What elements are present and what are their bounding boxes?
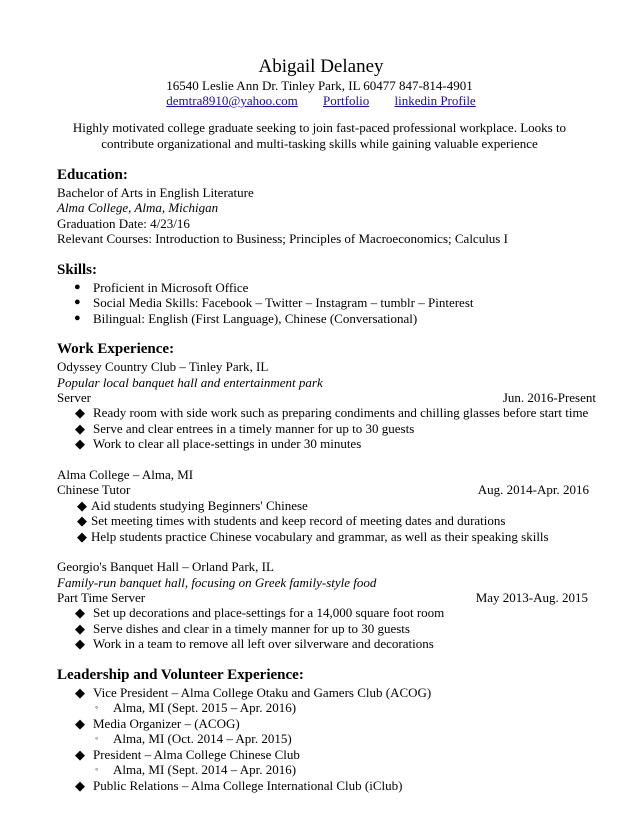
resume-page — [57, 56, 596, 793]
diamond-bullet-icon: ◆ — [75, 405, 85, 421]
job-dates: May 2013-Aug. 2015 — [475, 589, 588, 605]
job-entry — [57, 359, 596, 452]
leadership-sublist — [57, 762, 577, 778]
portfolio-link[interactable]: Portfolio — [322, 93, 370, 108]
contact-address: 16540 Leslie Ann Dr. Tinley Park, IL 60477 847-814-4901 — [166, 78, 473, 93]
employer: Georgio's Banquet Hall – Orland Park, IL — [57, 559, 274, 575]
leadership-list — [57, 685, 577, 701]
school: Alma College, Alma, Michigan — [57, 200, 219, 216]
list-item: ● Proficient in Microsoft Office — [74, 279, 249, 295]
diamond-bullet-icon: ◆ — [75, 636, 85, 652]
job-entry — [57, 559, 588, 652]
job-title-row — [57, 482, 589, 498]
job-dates: Jun. 2016-Present — [502, 389, 596, 405]
list-item: ● Social Media Skills: Facebook – Twitter – Instagram – tumblr – Pinterest — [74, 295, 474, 311]
leadership-list — [57, 778, 577, 794]
diamond-bullet-icon: ◆ — [75, 777, 85, 793]
relevant-courses: Relevant Courses: Introduction to Business; Principles of Macroeconomics; Calculus I — [57, 231, 508, 247]
job-entry — [57, 466, 589, 544]
job-title-row — [57, 389, 596, 405]
list-item: ◆ Help students practice Chinese vocabulary and grammar, as well as their speaking skills — [77, 528, 549, 544]
list-item: ◦ Alma, MI (Sept. 2015 – Apr. 2016) — [95, 700, 297, 716]
work-heading: Work Experience: — [57, 341, 175, 358]
diamond-bullet-icon: ◆ — [75, 605, 85, 621]
list-item: ◆ Ready room with side work such as preparing condiments and chilling glasses before start time — [75, 405, 589, 421]
diamond-bullet-icon: ◆ — [77, 497, 87, 513]
education-heading: Education: — [57, 167, 128, 183]
diamond-bullet-icon: ◆ — [75, 620, 85, 636]
circle-bullet-icon: ◦ — [95, 702, 99, 713]
list-item: ◆ Aid students studying Beginners' Chinese — [77, 497, 308, 513]
leadership-list — [57, 747, 577, 763]
list-item: ◆ Serve dishes and clear in a timely manner for up to 30 guests — [75, 620, 410, 636]
duties-list — [57, 605, 577, 652]
linkedin-link[interactable]: linkedin Profile — [394, 93, 476, 108]
list-item: ◆ Vice President – Alma College Otaku and Gamers Club (ACOG) — [75, 684, 432, 700]
diamond-bullet-icon: ◆ — [77, 513, 87, 529]
employer: Odyssey Country Club – Tinley Park, IL — [57, 359, 269, 375]
list-item: ◦ Alma, MI (Sept. 2014 – Apr. 2016) — [95, 762, 297, 778]
job-title-row — [57, 589, 588, 605]
diamond-bullet-icon: ◆ — [75, 684, 85, 700]
duties-list — [57, 498, 577, 545]
diamond-bullet-icon: ◆ — [75, 715, 85, 731]
diamond-bullet-icon: ◆ — [75, 746, 85, 762]
objective-statement: Highly motivated college graduate seeking to join fast-paced professional workplace. Looks to contribute organizational and multi-tasking skills while gaining valuable experience — [72, 120, 567, 151]
list-item: ◆ Set meeting times with students and keep record of meeting dates and durations — [77, 513, 506, 529]
skills-list — [57, 280, 577, 327]
circle-bullet-icon: ◦ — [95, 764, 99, 775]
job-title: Chinese Tutor — [57, 482, 131, 498]
list-item: ◆ Media Organizer – (ACOG) — [75, 715, 240, 731]
employer-description: Popular local banquet hall and entertainment park — [57, 374, 323, 390]
list-item: ◦ Alma, MI (Oct. 2014 – Apr. 2015) — [95, 731, 292, 747]
graduation-date: Graduation Date: 4/23/16 — [57, 215, 190, 231]
list-item: ◆ Work to clear all place-settings in under 30 minutes — [75, 436, 362, 452]
job-title: Part Time Server — [57, 589, 146, 605]
diamond-bullet-icon: ◆ — [75, 436, 85, 452]
employer-description: Family-run banquet hall, focusing on Greek family-style food — [57, 574, 377, 590]
applicant-name: Abigail Delaney — [258, 56, 384, 77]
leadership-list — [57, 716, 577, 732]
diamond-bullet-icon: ◆ — [75, 420, 85, 436]
leadership-sublist — [57, 700, 577, 716]
list-item: ◆ President – Alma College Chinese Club — [75, 746, 300, 762]
list-item: ● Bilingual: English (First Language), Chinese (Conversational) — [74, 310, 418, 326]
diamond-bullet-icon: ◆ — [77, 528, 87, 544]
leadership-sublist — [57, 731, 577, 747]
contact-links — [65, 93, 577, 108]
leadership-heading: Leadership and Volunteer Experience: — [57, 666, 304, 683]
degree: Bachelor of Arts in English Literature — [57, 185, 254, 200]
employer: Alma College – Alma, MI — [57, 466, 194, 482]
list-item: ◆ Serve and clear entrees in a timely manner for up to 30 guests — [75, 420, 415, 436]
circle-bullet-icon: ◦ — [95, 733, 99, 744]
bullet-icon: ● — [74, 311, 81, 324]
duties-list — [57, 405, 589, 452]
job-title: Server — [57, 389, 91, 405]
bullet-icon: ● — [74, 296, 81, 309]
list-item: ◆ Set up decorations and place-settings for a 14,000 square foot room — [75, 605, 445, 621]
email-link[interactable]: demtra8910@yahoo.com — [166, 93, 298, 108]
job-dates: Aug. 2014-Apr. 2016 — [477, 482, 589, 498]
list-item: ◆ Public Relations – Alma College International Club (iClub) — [75, 777, 403, 793]
bullet-icon: ● — [74, 280, 81, 293]
list-item: ◆ Work in a team to remove all left over silverware and decorations — [75, 636, 434, 652]
skills-heading: Skills: — [57, 261, 98, 278]
